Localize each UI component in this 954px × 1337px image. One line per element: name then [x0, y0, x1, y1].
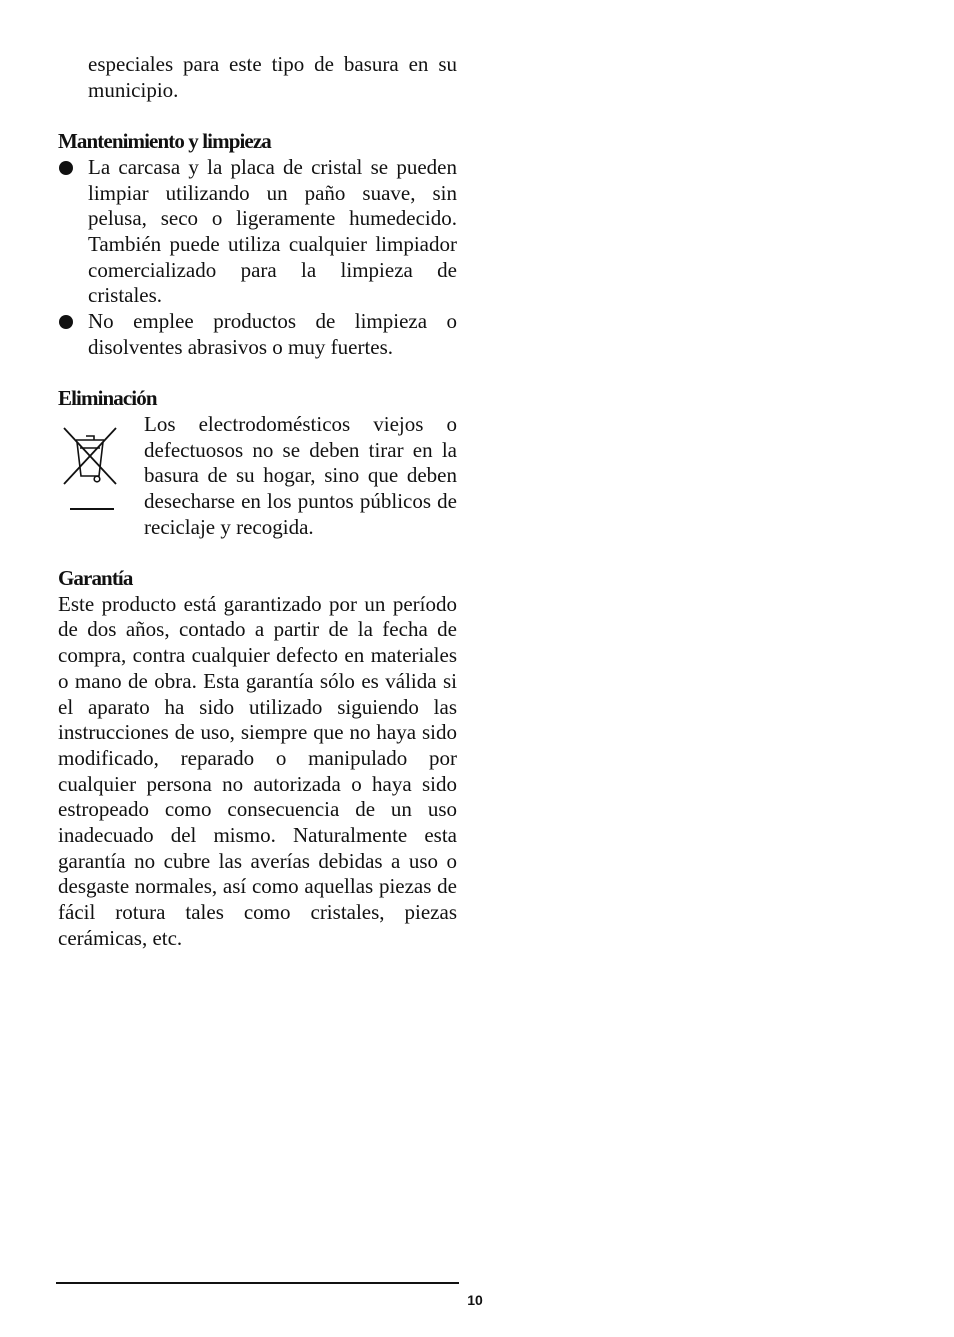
warranty-heading: Garantía [58, 566, 133, 591]
page-number: 10 [467, 1292, 483, 1308]
warranty-paragraph: Este producto está garantizado por un período de dos años, contado a partir de la fecha de compra, contra cualquier defecto en materiales o mano de obra. Esta garantía sólo es válida si el aparato ha sido utilizado siguiendo las instrucciones de uso, siempre que no haya sido modificado, reparado o manipulado por cualquier persona no autorizada o haya sido estropeado como consecuencia de un uso inadecuado del mismo. Naturalmente esta garantía no cubre las averías debidas a uso o desgaste normales, así como aquellas piezas de fácil rotura tales como cristales, piezas cerámicas, etc. [58, 591, 457, 950]
bullet-icon [59, 315, 73, 329]
bullet-icon [59, 161, 73, 175]
list-item-text: No emplee productos de limpieza o disolventes abrasivos o muy fuertes. [88, 309, 457, 359]
maintenance-heading: Mantenimiento y limpieza [58, 129, 271, 154]
disposal-heading: Eliminación [58, 386, 157, 411]
page-column [58, 52, 457, 952]
footer-divider [56, 1282, 459, 1284]
disposal-paragraph: Los electrodomésticos viejos o defectuosos no se deben tirar en la basura de su hogar, sino que deben desecharse en los puntos públicos de reciclaje y recogida. [144, 411, 457, 539]
list-item [58, 155, 457, 309]
intro-paragraph: especiales para este tipo de basura en su municipio. [88, 52, 457, 102]
list-item-text: La carcasa y la placa de cristal se pueden limpiar utilizando un paño suave, sin pelusa, seco o ligeramente humedecido. También puede utiliza cualquier limpiador comercializado para la limpieza de cristales. [88, 154, 457, 308]
maintenance-list [58, 155, 457, 361]
list-item [58, 309, 457, 360]
crossed-out-wheelie-bin-icon [58, 422, 122, 516]
disposal-section [58, 412, 457, 541]
